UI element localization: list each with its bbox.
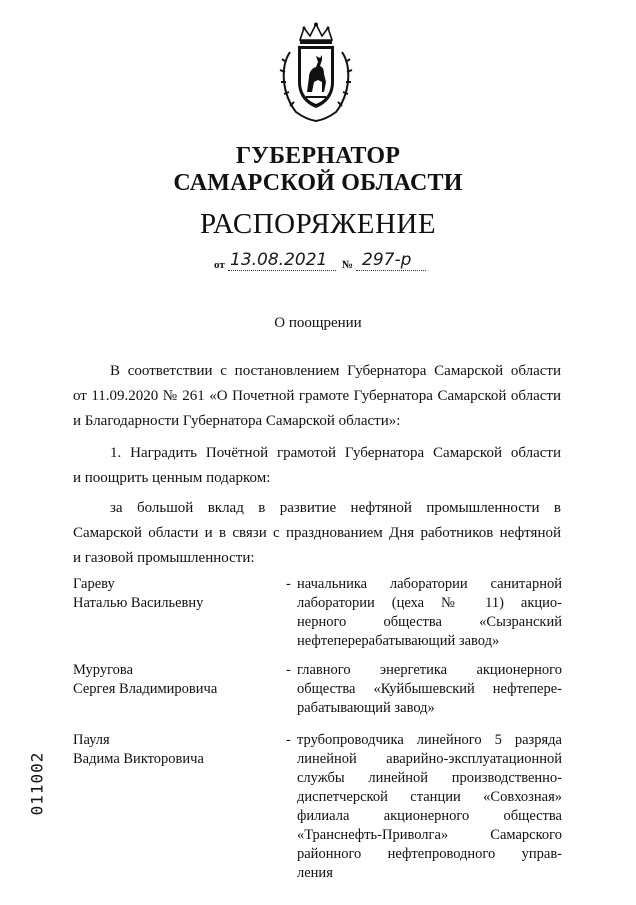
number-prefix: № xyxy=(342,259,354,271)
authority-title-line1: ГУБЕРНАТОР xyxy=(235,143,401,169)
date-value: 13.08.2021 xyxy=(230,250,328,270)
awardee-position: начальника лаборатории санитарной лаборатории (цеха № 11) акцио- нерного общества «Сызранский нефтеперерабатывающий завод» xyxy=(297,576,562,649)
awardee-name: Гареву Наталью Васильевну xyxy=(73,576,204,611)
document-subject: О поощрении xyxy=(274,315,362,331)
awardee-position: трубопроводчика линейного 5 разряда линейной аварийно-эксплуатационной службы линейной производственно- диспетчерской станции «Совхозная» филиала акционерного общества «Транснефть-Приволга» Самарского районного нефтепроводного управ- ления xyxy=(297,732,562,881)
number-value: 297-р xyxy=(362,250,412,270)
reason-line: Самарской области и в связи с празднованием Дня работников нефтяной xyxy=(73,525,561,541)
date-number-line xyxy=(214,250,434,274)
reason-line: и газовой промышленности: xyxy=(73,550,255,566)
awardee-dash: - xyxy=(286,662,291,678)
intro-line: и Благодарности Губернатора Самарской области»: xyxy=(73,413,401,429)
date-prefix: от xyxy=(214,259,225,271)
awardee-name: Муругова Сергея Владимировича xyxy=(73,662,218,697)
authority-title-line2: САМАРСКОЙ ОБЛАСТИ xyxy=(173,170,463,196)
awardee-dash: - xyxy=(286,732,291,748)
samara-coat-of-arms-icon xyxy=(276,22,356,122)
intro-line: В соответствии с постановлением Губернатора Самарской области xyxy=(110,363,561,379)
awardee-position: главного энергетика акционерного общества «Куйбышевский нефтепере- рабатывающий завод» xyxy=(297,662,562,716)
reason-paragraph xyxy=(73,496,561,571)
item1-line: и поощрить ценным подарком: xyxy=(73,470,271,486)
intro-line: от 11.09.2020 № 261 «О Почетной грамоте Губернатора Самарской области xyxy=(73,388,561,404)
document-type: РАСПОРЯЖЕНИЕ xyxy=(199,208,437,240)
intro-paragraph xyxy=(73,359,561,434)
item1-paragraph xyxy=(73,441,561,491)
awardee-dash: - xyxy=(286,576,291,592)
reason-line: за большой вклад в развитие нефтяной промышленности в xyxy=(110,500,561,516)
item1-line: 1. Наградить Почётной грамотой Губернатора Самарской области xyxy=(110,445,561,461)
serial-number: 011002 xyxy=(27,751,47,816)
awardee-name: Пауля Вадима Викторовича xyxy=(73,732,204,767)
